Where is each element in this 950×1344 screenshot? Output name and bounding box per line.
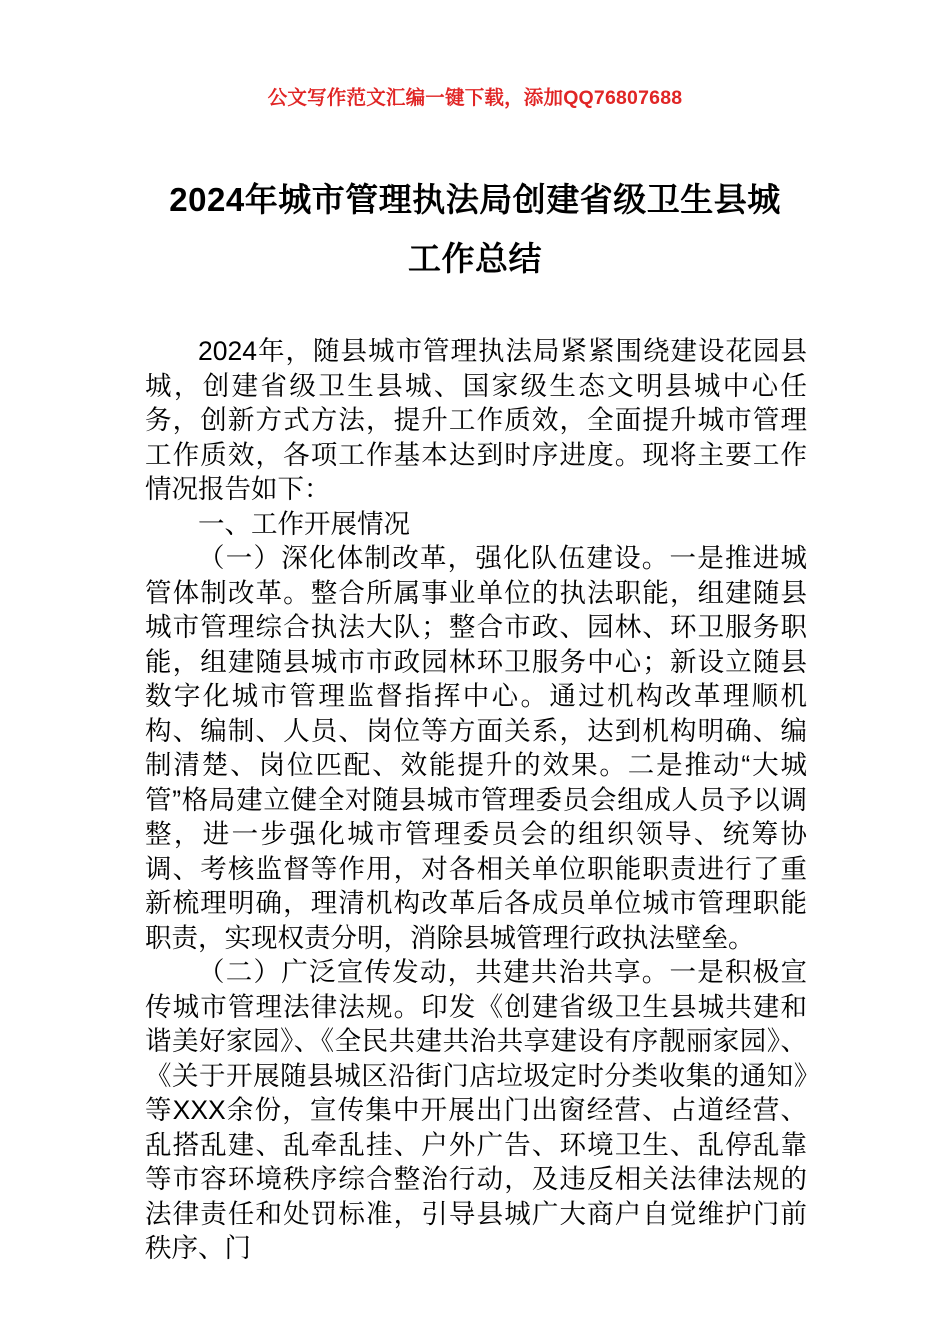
body-heading-section-1: 一、工作开展情况: [198, 508, 410, 539]
body-paragraph-subsection-2: （二）广泛宣传发动，共建共治共享。一是积极宣传城市管理法律法规。印发《创建省级卫生县城共建和谐美好家园》、《全民共建共治共享建设有序靓丽家园》、《关于开展随县城区沿街门店垃圾定时分类收集的通知》等XXX余份，宣传集中开展出门出窗经营、占道经营、乱搭乱建、乱牵乱挂、户外广告、环境卫生、乱停乱靠等市容环境秩序综合整治行动，及违反相关法律法规的法律责任和处罚标准，引导县城广大商户自觉维护门前秩序、门: [145, 957, 807, 1263]
document-body: [145, 334, 807, 1266]
body-paragraph-intro: 2024年，随县城市管理执法局紧紧围绕建设花园县城，创建省级卫生县城、国家级生态文明县城中心任务，创新方式方法，提升工作质效，全面提升城市管理工作质效，各项工作基本达到时序进度。现将主要工作情况报告如下：: [145, 336, 807, 504]
document-title: [120, 170, 830, 288]
promo-watermark-text: 公文写作范文汇编一键下载，添加QQ76807688: [267, 87, 683, 109]
document-title-line-2: 工作总结: [408, 240, 542, 277]
document-title-line-1: 2024年城市管理执法局创建省级卫生县城: [169, 181, 781, 218]
body-paragraph-subsection-1: （一）深化体制改革，强化队伍建设。一是推进城管体制改革。整合所属事业单位的执法职能，组建随县城市管理综合执法大队；整合市政、园林、环卫服务职能，组建随县城市市政园林环卫服务中心；新设立随县数字化城市管理监督指挥中心。通过机构改革理顺机构、编制、人员、岗位等方面关系，达到机构明确、编制清楚、岗位匹配、效能提升的效果。二是推动“大城管”格局建立健全对随县城市管理委员会组成人员予以调整，进一步强化城市管理委员会的组织领导、统筹协调、考核监督等作用，对各相关单位职能职责进行了重新梳理明确，理清机构改革后各成员单位城市管理职能职责，实现权责分明，消除县城管理行政执法壁垒。: [145, 543, 807, 953]
